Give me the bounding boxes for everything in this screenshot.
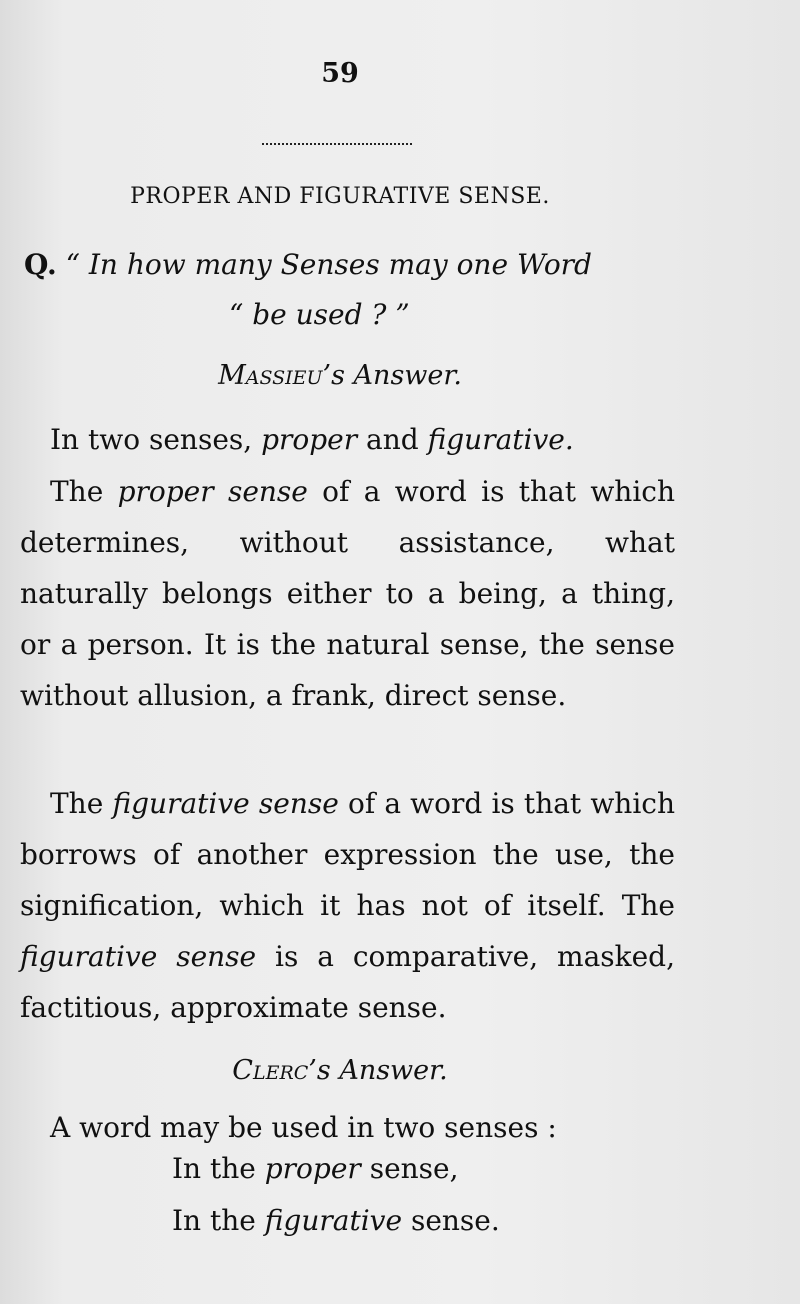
ornamental-rule — [262, 143, 412, 145]
question-line-1: Q. “ In how many Senses may one Word — [24, 248, 592, 281]
clerc-line-1: In the proper sense, — [172, 1152, 459, 1185]
clerc-intro: A word may be used in two senses : — [50, 1111, 557, 1144]
massieu-paragraph-3: The figurative sense of a word is that which borrows of another expression the use, the signification, which it has not of itself. The figurative sense is a comparative, masked, factitious, approximate sense. — [20, 787, 675, 1024]
massieu-paragraph-1: In two senses, proper and figurative. — [50, 423, 574, 456]
clerc-answer-heading: Clerc’s Answer. — [232, 1055, 448, 1086]
massieu-name: Massieu — [218, 360, 323, 391]
question-line-2: “ be used ? ” — [229, 298, 410, 331]
question — [24, 240, 674, 340]
question-label: Q. — [24, 248, 57, 281]
massieu-answer-heading: Massieu’s Answer. — [218, 360, 462, 391]
clerc-name: Clerc — [232, 1055, 309, 1086]
section-heading: PROPER AND FIGURATIVE SENSE. — [130, 184, 550, 209]
massieu-paragraph-2: The proper sense of a word is that which determines, without assistance, what naturally belongs either to a being, a thing, or a person. It is the natural sense, the sense without allusion, a frank, direct sense. — [20, 475, 675, 712]
clerc-line-2: In the figurative sense. — [172, 1204, 500, 1237]
page-number: 59 — [321, 58, 359, 89]
